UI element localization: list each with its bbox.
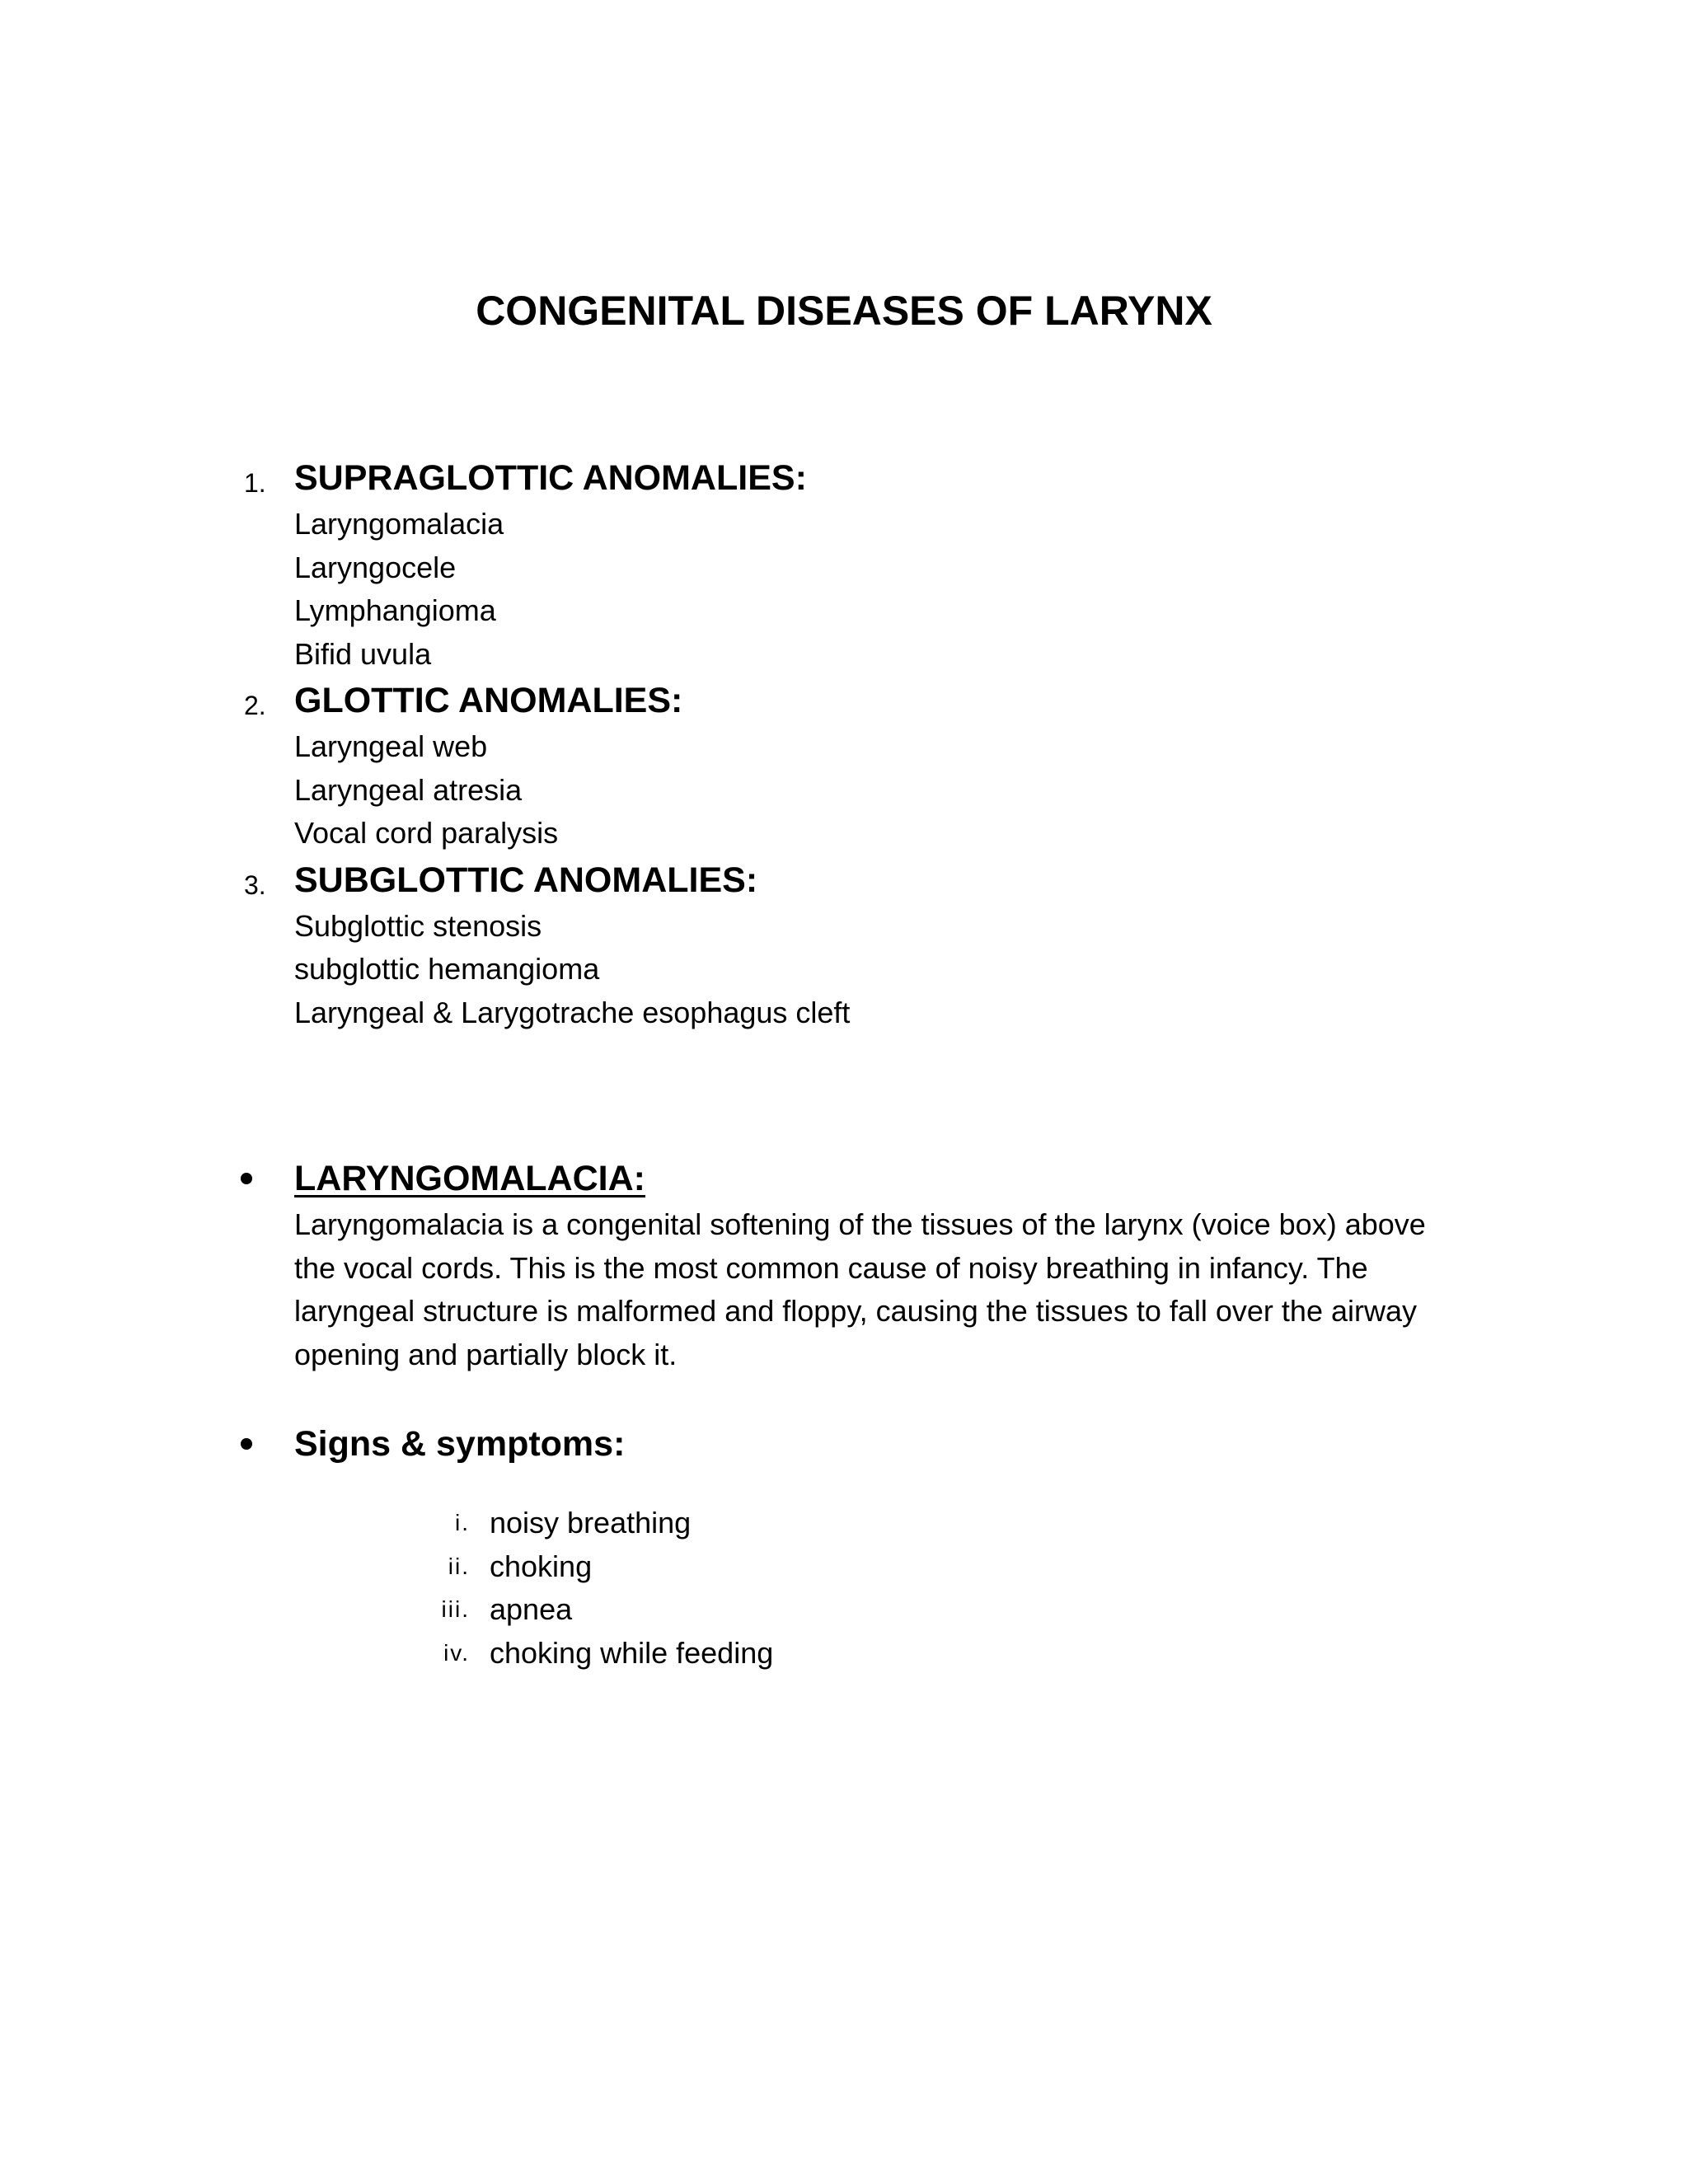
laryngomalacia-section (0, 1154, 1688, 1376)
bullet-icon (241, 1438, 252, 1450)
section-subglottic (0, 855, 1688, 1035)
signs-list (0, 1502, 1688, 1675)
bullet-icon (241, 1173, 252, 1184)
sign-text: noisy breathing (490, 1506, 692, 1540)
section-supraglottic (0, 453, 1688, 676)
section-heading: SUPRAGLOTTIC ANOMALIES: (294, 458, 807, 498)
list-item: Laryngocele (294, 550, 457, 584)
list-item: Subglottic stenosis (294, 908, 542, 943)
list-item (0, 1545, 1688, 1589)
section-heading (294, 1154, 1688, 1203)
roman-numeral: i. (455, 1510, 470, 1535)
section-glottic (0, 676, 1688, 855)
section-heading: GLOTTIC ANOMALIES: (294, 681, 683, 720)
page-title: CONGENITAL DISEASES OF LARYNX (476, 288, 1212, 334)
list-item: Vocal cord paralysis (294, 816, 559, 850)
anomalies-list (0, 453, 1688, 1034)
list-number: 2. (244, 691, 266, 720)
sign-text: choking (490, 1549, 593, 1583)
list-item: Laryngeal atresia (294, 772, 523, 807)
list-item: Laryngomalacia (294, 507, 504, 541)
list-item (0, 1632, 1688, 1675)
list-item: Bifid uvula (294, 636, 432, 671)
roman-numeral: iii. (441, 1596, 470, 1622)
signs-section (0, 1419, 1688, 1469)
list-number: 3. (244, 869, 266, 900)
list-item: subglottic hemangioma (294, 952, 600, 986)
signs-heading: Signs & symptoms: (294, 1424, 626, 1464)
sign-text: apnea (490, 1592, 573, 1626)
laryngomalacia-paragraph: Laryngomalacia is a congenital softening of the tissues of the larynx (voice box) above the vocal cords. This is the most common cause of noisy breathing in infancy. The laryngeal structure is malformed and floppy, causing the tissues to fall over the airway opening and partially block it. (294, 1207, 1426, 1371)
list-item (0, 1588, 1688, 1632)
list-item: Lymphangioma (294, 593, 496, 627)
list-number: 1. (244, 468, 266, 498)
laryngomalacia-heading: LARYNGOMALACIA: (294, 1159, 645, 1198)
section-heading: SUBGLOTTIC ANOMALIES: (294, 860, 758, 900)
roman-numeral: iv. (443, 1639, 470, 1666)
list-item (0, 1502, 1688, 1545)
roman-numeral: ii. (448, 1553, 470, 1579)
sign-text: choking while feeding (490, 1635, 774, 1670)
list-item: Laryngeal & Larygotrache esophagus cleft (294, 995, 851, 1029)
list-item: Laryngeal web (294, 729, 488, 763)
